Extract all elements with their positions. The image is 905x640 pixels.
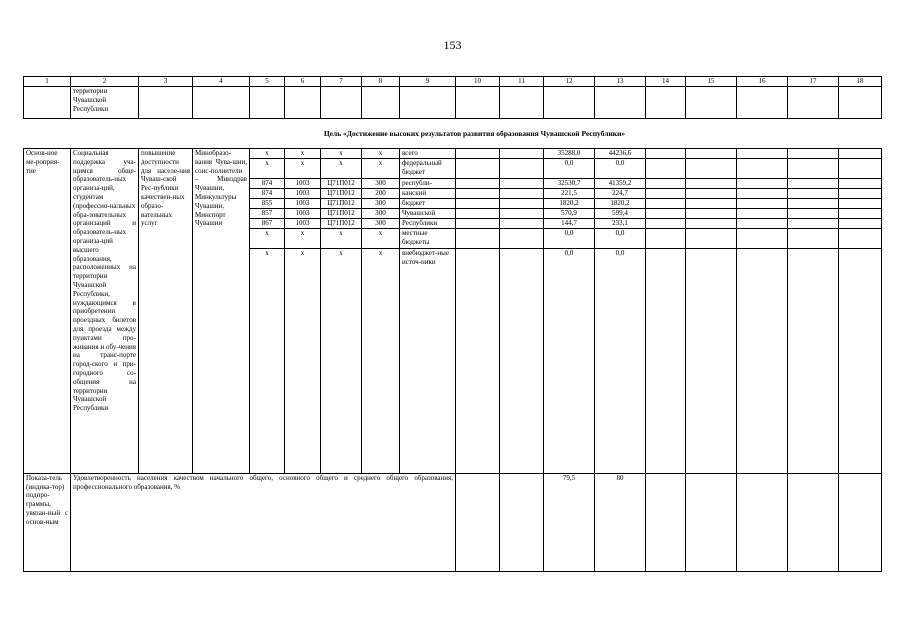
expense-group: 300 bbox=[362, 178, 400, 188]
value-2020: 1820,2 bbox=[595, 198, 646, 208]
indicator-type-label: Показа-тель (индика-тор) подпро-граммы, увязан-ный с основ-ным bbox=[24, 473, 71, 571]
value-2020: 599,4 bbox=[595, 208, 646, 218]
indicator-value-2020: 80 bbox=[595, 473, 646, 571]
value-2019: 32530,7 bbox=[544, 178, 595, 188]
column-number: 13 bbox=[595, 77, 646, 87]
column-number: 16 bbox=[737, 77, 788, 87]
expense-group: x bbox=[362, 149, 400, 159]
event-type-label: Основ-ное ме-роприя-тие bbox=[24, 149, 71, 474]
column-number: 2 bbox=[71, 77, 139, 87]
section-code: 1003 bbox=[285, 188, 321, 198]
gr-code: x bbox=[250, 158, 285, 178]
column-number: 14 bbox=[646, 77, 686, 87]
value-2019: 35288,0 bbox=[544, 149, 595, 159]
gr-code: x bbox=[250, 248, 285, 473]
column-number: 18 bbox=[839, 77, 882, 87]
gr-code: 867 bbox=[250, 218, 285, 228]
value-2020: 224,7 bbox=[595, 188, 646, 198]
expense-group: 200 bbox=[362, 188, 400, 198]
source-label: федеральный бюджет bbox=[400, 158, 456, 178]
value-2019: 0,0 bbox=[544, 158, 595, 178]
section-code: x bbox=[285, 228, 321, 248]
source-label: канский bbox=[400, 188, 456, 198]
value-2019: 1820,2 bbox=[544, 198, 595, 208]
target-code: x bbox=[321, 248, 362, 473]
value-2019: 144,7 bbox=[544, 218, 595, 228]
page-number: 153 bbox=[443, 38, 462, 52]
column-number: 6 bbox=[285, 77, 321, 87]
continuation-text: территории Чувашской Республики bbox=[71, 87, 139, 119]
gr-code: x bbox=[250, 149, 285, 159]
column-number: 5 bbox=[250, 77, 285, 87]
target-code: Ц71П012 bbox=[321, 188, 362, 198]
expense-group: x bbox=[362, 248, 400, 473]
section-code: 1003 bbox=[285, 218, 321, 228]
source-label: местные бюджеты bbox=[400, 228, 456, 248]
section-code: 1003 bbox=[285, 198, 321, 208]
target-code: x bbox=[321, 149, 362, 159]
event-executors: Минобразо-вания Чува-шии, соис-полнители – Минздрав Чувашии, Минкультуры Чувашии, Минспорт Чувашии bbox=[193, 149, 250, 474]
gr-code: 857 bbox=[250, 208, 285, 218]
target-code: Ц71П012 bbox=[321, 218, 362, 228]
value-2020: 0,0 bbox=[595, 228, 646, 248]
value-2020: 44236,6 bbox=[595, 149, 646, 159]
source-label: всего bbox=[400, 149, 456, 159]
section-code: x bbox=[285, 158, 321, 178]
gr-code: 874 bbox=[250, 178, 285, 188]
section-code: x bbox=[285, 248, 321, 473]
indicator-row bbox=[24, 473, 882, 571]
continuation-row bbox=[24, 87, 882, 119]
expense-group: 300 bbox=[362, 218, 400, 228]
target-code: x bbox=[321, 158, 362, 178]
target-code: Ц71П012 bbox=[321, 178, 362, 188]
section-code: 1003 bbox=[285, 178, 321, 188]
expense-group: x bbox=[362, 158, 400, 178]
column-number: 17 bbox=[788, 77, 839, 87]
goal-title: Цель «Достижение высоких результатов развития образования Чувашской Республики» bbox=[323, 129, 626, 138]
gr-code: 874 bbox=[250, 188, 285, 198]
event-task: повышение доступности для населе-ния Чуваш-ской Рес-публики качествен-ных образо-вательных услуг bbox=[139, 149, 193, 474]
source-label: Чувашской bbox=[400, 208, 456, 218]
gr-code: 855 bbox=[250, 198, 285, 208]
target-code: Ц71П012 bbox=[321, 208, 362, 218]
target-code: x bbox=[321, 228, 362, 248]
event-name: Социальная поддержка уча-щимся обще-образователь-ных организа-ций, студентам (профессио-нальных обра-зовательных организаций и образователь-ных организа-ций высшего образования, расположенных на территории Чувашской Республики, нуждающимся в приобретении проездных билетов для проезда между пунктами про-живания и обу-чения на транс-порте город-ского и при-городного со-общения на территории Чувашской Республики bbox=[71, 149, 139, 474]
section-code: x bbox=[285, 149, 321, 159]
gr-code: x bbox=[250, 228, 285, 248]
expense-group: x bbox=[362, 228, 400, 248]
indicator-value-2019: 79,5 bbox=[544, 473, 595, 571]
event-table bbox=[23, 148, 882, 572]
value-2020: 41359,2 bbox=[595, 178, 646, 188]
source-label: бюджет bbox=[400, 198, 456, 208]
column-number: 8 bbox=[362, 77, 400, 87]
value-2019: 0,0 bbox=[544, 228, 595, 248]
value-2019: 0,0 bbox=[544, 248, 595, 473]
indicator-text: Удовлетворенность населения качеством начального общего, основного общего и среднего общего образования, профессионального образования, % bbox=[71, 473, 456, 571]
value-2020: 0,0 bbox=[595, 158, 646, 178]
value-2020: 233,1 bbox=[595, 218, 646, 228]
value-2020: 0,0 bbox=[595, 248, 646, 473]
column-number: 15 bbox=[686, 77, 737, 87]
source-label: республи- bbox=[400, 178, 456, 188]
column-number: 9 bbox=[400, 77, 456, 87]
column-number-header bbox=[23, 76, 882, 119]
column-number: 1 bbox=[24, 77, 71, 87]
column-number: 4 bbox=[193, 77, 250, 87]
finance-row bbox=[24, 149, 882, 159]
section-code: 1003 bbox=[285, 208, 321, 218]
column-number: 10 bbox=[456, 77, 500, 87]
value-2019: 570,9 bbox=[544, 208, 595, 218]
column-number: 12 bbox=[544, 77, 595, 87]
expense-group: 300 bbox=[362, 198, 400, 208]
target-code: Ц71П012 bbox=[321, 198, 362, 208]
column-number: 11 bbox=[500, 77, 544, 87]
value-2019: 221,5 bbox=[544, 188, 595, 198]
source-label: внебюджет-ные источ-ники bbox=[400, 248, 456, 473]
expense-group: 300 bbox=[362, 208, 400, 218]
source-label: Республики bbox=[400, 218, 456, 228]
column-number: 3 bbox=[139, 77, 193, 87]
column-number: 7 bbox=[321, 77, 362, 87]
